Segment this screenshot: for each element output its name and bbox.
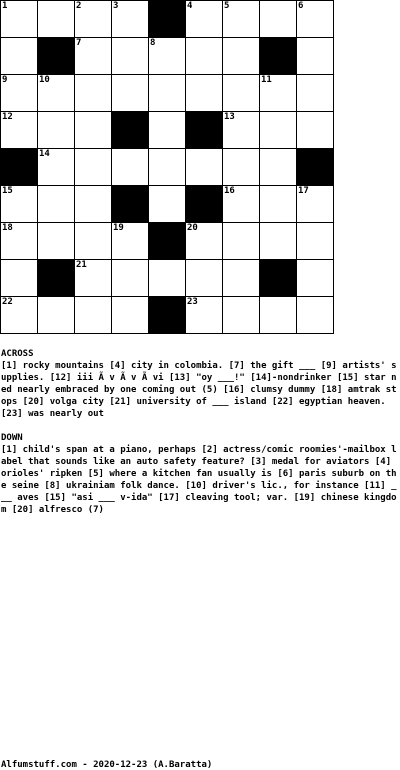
grid-cell[interactable] bbox=[112, 223, 149, 260]
clue-number: 14 bbox=[39, 149, 50, 159]
grid-cell[interactable] bbox=[223, 38, 260, 75]
grid-cell[interactable] bbox=[75, 38, 112, 75]
clue-number: 20 bbox=[187, 223, 198, 233]
clue-number: 11 bbox=[261, 75, 272, 85]
black-square bbox=[260, 38, 297, 75]
grid-cell[interactable] bbox=[149, 260, 186, 297]
grid-cell[interactable] bbox=[186, 38, 223, 75]
grid-cell[interactable] bbox=[297, 260, 334, 297]
black-square bbox=[186, 112, 223, 149]
grid-cell[interactable] bbox=[186, 223, 223, 260]
grid-cell[interactable] bbox=[38, 112, 75, 149]
grid-cell[interactable] bbox=[1, 260, 38, 297]
grid-cell[interactable] bbox=[38, 149, 75, 186]
clue-number: 7 bbox=[76, 38, 82, 48]
down-clues: [1] child's span at a piano, perhaps [2] actress/comic roomies'-mailbox label that sounds like an auto safety feature? [3] medal for aviators [4] orioles' ripken [5] where a kitchen fan usually is [6] paris suburb on the seine [8] ukrainiam folk dance. [10] driver's lic., for instance [11] ___ aves [15] "asi ___ v-ida" [17] cleaving tool; var. [19] chinese kingdom [20] alfresco (7) bbox=[1, 445, 397, 515]
crossword-grid bbox=[0, 0, 334, 334]
grid-cell[interactable] bbox=[75, 112, 112, 149]
grid-cell[interactable] bbox=[149, 75, 186, 112]
grid-cell[interactable] bbox=[112, 149, 149, 186]
grid-cell[interactable] bbox=[38, 186, 75, 223]
grid-cell[interactable] bbox=[260, 223, 297, 260]
clue-number: 17 bbox=[298, 186, 309, 196]
black-square bbox=[149, 297, 186, 334]
clue-number: 3 bbox=[113, 1, 119, 11]
grid-cell[interactable] bbox=[1, 297, 38, 334]
grid-cell[interactable] bbox=[223, 75, 260, 112]
black-square bbox=[149, 223, 186, 260]
across-clues: [1] rocky mountains [4] city in colombia. [7] the gift ___ [9] artists' supplies. [12] iii Ã v Ã v Ã vi [13] "oy ___!" [14]-nondrinker [15] star ned nearly embraced by one coming out (5) [16] clumsy dummy [18] amtrak stops [20] volga city [21] university of ___ island [22] egyptian heaven. [23] was nearly out bbox=[1, 361, 397, 419]
clue-number: 12 bbox=[2, 112, 13, 122]
grid-cell[interactable] bbox=[223, 186, 260, 223]
clue-number: 5 bbox=[224, 1, 230, 11]
grid-cell[interactable] bbox=[1, 223, 38, 260]
grid-cell[interactable] bbox=[186, 260, 223, 297]
grid-cell[interactable] bbox=[223, 149, 260, 186]
across-heading: ACROSS bbox=[1, 349, 34, 359]
clue-number: 8 bbox=[150, 38, 156, 48]
grid-cell[interactable] bbox=[297, 1, 334, 38]
black-square bbox=[112, 112, 149, 149]
grid-cell[interactable] bbox=[297, 297, 334, 334]
grid-cell[interactable] bbox=[223, 223, 260, 260]
down-heading: DOWN bbox=[1, 433, 23, 443]
clue-number: 16 bbox=[224, 186, 235, 196]
black-square bbox=[186, 186, 223, 223]
grid-cell[interactable] bbox=[297, 112, 334, 149]
black-square bbox=[297, 149, 334, 186]
grid-cell[interactable] bbox=[149, 149, 186, 186]
grid-cell[interactable] bbox=[1, 112, 38, 149]
grid-cell[interactable] bbox=[75, 297, 112, 334]
black-square bbox=[260, 260, 297, 297]
grid-cell[interactable] bbox=[297, 223, 334, 260]
grid-cell[interactable] bbox=[260, 149, 297, 186]
clue-number: 13 bbox=[224, 112, 235, 122]
clue-number: 19 bbox=[113, 223, 124, 233]
grid-cell[interactable] bbox=[1, 1, 38, 38]
grid-cell[interactable] bbox=[75, 1, 112, 38]
grid-cell[interactable] bbox=[186, 149, 223, 186]
grid-cell[interactable] bbox=[112, 75, 149, 112]
grid-cell[interactable] bbox=[1, 38, 38, 75]
grid-cell[interactable] bbox=[1, 75, 38, 112]
grid-cell[interactable] bbox=[223, 260, 260, 297]
grid-cell[interactable] bbox=[260, 297, 297, 334]
grid-cell[interactable] bbox=[260, 112, 297, 149]
grid-cell[interactable] bbox=[149, 112, 186, 149]
grid-cell[interactable] bbox=[260, 186, 297, 223]
black-square bbox=[38, 260, 75, 297]
black-square bbox=[1, 149, 38, 186]
clue-number: 18 bbox=[2, 223, 13, 233]
grid-cell[interactable] bbox=[186, 1, 223, 38]
grid-cell[interactable] bbox=[75, 186, 112, 223]
grid-cell[interactable] bbox=[1, 186, 38, 223]
grid-cell[interactable] bbox=[149, 38, 186, 75]
grid-cell[interactable] bbox=[223, 297, 260, 334]
grid-cell[interactable] bbox=[38, 297, 75, 334]
grid-cell[interactable] bbox=[223, 1, 260, 38]
clue-number: 10 bbox=[39, 75, 50, 85]
grid-cell[interactable] bbox=[297, 186, 334, 223]
grid-cell[interactable] bbox=[112, 260, 149, 297]
grid-cell[interactable] bbox=[260, 1, 297, 38]
grid-cell[interactable] bbox=[38, 1, 75, 38]
grid-cell[interactable] bbox=[112, 38, 149, 75]
black-square bbox=[38, 38, 75, 75]
grid-cell[interactable] bbox=[260, 75, 297, 112]
clue-number: 1 bbox=[2, 1, 8, 11]
grid-cell[interactable] bbox=[75, 149, 112, 186]
clue-number: 2 bbox=[76, 1, 82, 11]
grid-cell[interactable] bbox=[186, 297, 223, 334]
grid-cell[interactable] bbox=[112, 1, 149, 38]
grid-cell[interactable] bbox=[186, 75, 223, 112]
clues-panel bbox=[1, 348, 397, 516]
grid-cell[interactable] bbox=[297, 75, 334, 112]
black-square bbox=[112, 186, 149, 223]
grid-cell[interactable] bbox=[75, 223, 112, 260]
clue-number: 22 bbox=[2, 297, 13, 307]
grid-cell[interactable] bbox=[38, 75, 75, 112]
grid-cell[interactable] bbox=[112, 297, 149, 334]
black-square bbox=[149, 1, 186, 38]
clue-number: 21 bbox=[76, 260, 87, 270]
grid-cell[interactable] bbox=[297, 38, 334, 75]
grid-cell[interactable] bbox=[75, 260, 112, 297]
grid-cell[interactable] bbox=[149, 186, 186, 223]
footer-credit: Alfumstuff.com - 2020-12-23 (A.Baratta) bbox=[1, 760, 213, 770]
clue-number: 4 bbox=[187, 1, 193, 11]
grid-cell[interactable] bbox=[223, 112, 260, 149]
grid-cell[interactable] bbox=[38, 223, 75, 260]
clue-number: 6 bbox=[298, 1, 304, 11]
clue-number: 15 bbox=[2, 186, 13, 196]
clue-number: 9 bbox=[2, 75, 8, 85]
grid-cell[interactable] bbox=[75, 75, 112, 112]
clue-number: 23 bbox=[187, 297, 198, 307]
